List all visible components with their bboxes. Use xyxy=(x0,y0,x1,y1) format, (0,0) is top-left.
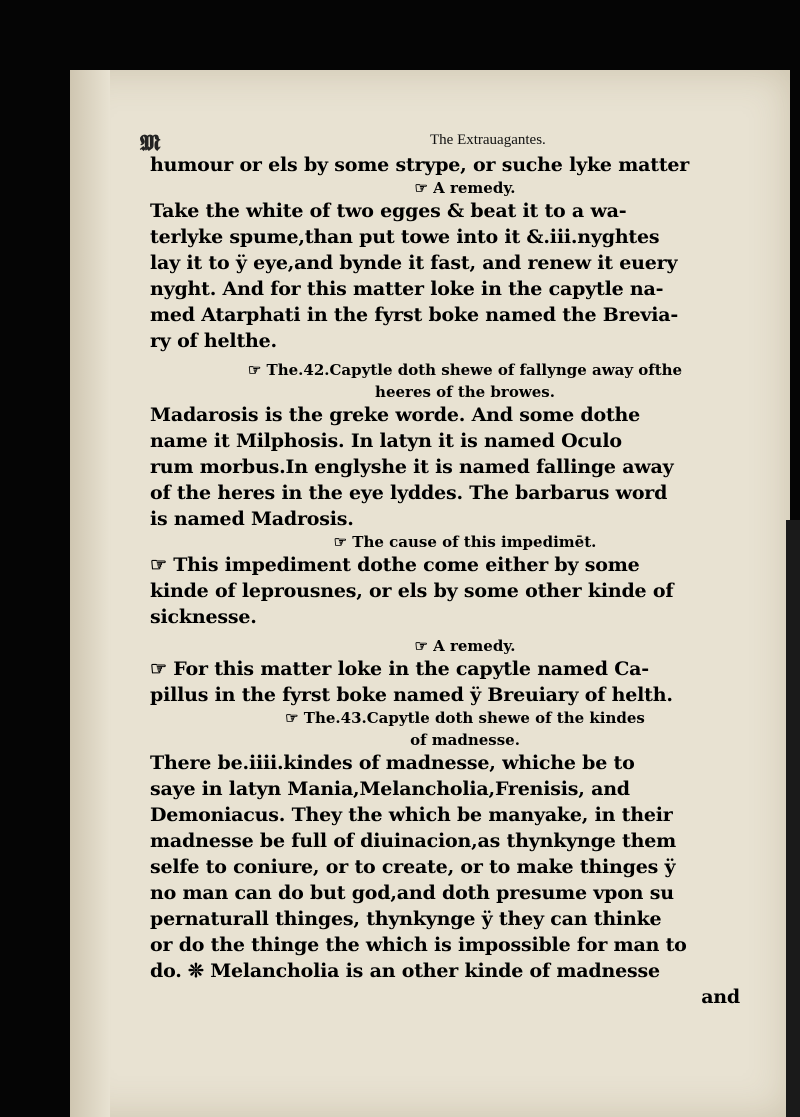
running-head: The Extrauagantes. xyxy=(430,132,546,148)
catchword: and xyxy=(701,986,740,1008)
chapter-heading: ☞ The.43.Capytle doth shewe of the kindes xyxy=(285,709,645,727)
text-line: med Atarphati in the fyrst boke named the Brevia- xyxy=(150,304,679,326)
folio-mark: 𝕸 xyxy=(140,130,161,156)
page-body xyxy=(150,152,780,1010)
text-line: ☞ For this matter loke in the capytle named Ca- xyxy=(150,658,649,680)
text-line: madnesse be full of diuinacion,as thynkynge them xyxy=(150,830,676,852)
text-line: There be.iiii.kindes of madnesse, whiche be to xyxy=(150,752,635,774)
text-line: sicknesse. xyxy=(150,606,257,628)
section-heading: ☞ A remedy. xyxy=(414,179,516,197)
text-line: ry of helthe. xyxy=(150,330,277,352)
text-line: rum morbus.In englyshe it is named fallinge away xyxy=(150,456,674,478)
text-line: name it Milphosis. In latyn it is named Oculo xyxy=(150,430,622,452)
page-gutter xyxy=(70,70,110,1117)
text-line: lay it to ÿ eye,and bynde it fast, and renew it euery xyxy=(150,252,678,274)
text-line: pernaturall thinges, thynkynge ÿ they can thinke xyxy=(150,908,662,930)
text-line: selfe to coniure, or to create, or to make thinges ÿ xyxy=(150,856,676,878)
text-line: humour or els by some strype, or suche lyke matter xyxy=(150,154,690,176)
page-edge-shadow xyxy=(786,520,800,1117)
text-line: Demoniacus. They the which be manyake, in their xyxy=(150,804,673,826)
text-line: Madarosis is the greke worde. And some dothe xyxy=(150,404,641,426)
text-line: Take the white of two egges & beat it to a wa- xyxy=(150,200,627,222)
chapter-heading-cont: of madnesse. xyxy=(410,731,520,749)
text-line: no man can do but god,and doth presume vpon su xyxy=(150,882,674,904)
text-line: is named Madrosis. xyxy=(150,508,354,530)
text-line: saye in latyn Mania,Melancholia,Frenisis, and xyxy=(150,778,630,800)
text-line: or do the thinge the which is impossible for man to xyxy=(150,934,687,956)
text-line: nyght. And for this matter loke in the capytle na- xyxy=(150,278,664,300)
section-heading: ☞ The cause of this impedimēt. xyxy=(333,533,597,551)
text-line: do. ❊ Melancholia is an other kinde of madnesse xyxy=(150,960,660,982)
text-line: ☞ This impediment dothe come either by some xyxy=(150,554,640,576)
text-line: terlyke spume,than put towe into it &.iii.nyghtes xyxy=(150,226,660,248)
text-line: of the heres in the eye lyddes. The barbarus word xyxy=(150,482,668,504)
chapter-heading: ☞ The.42.Capytle doth shewe of fallynge away ofthe xyxy=(247,361,683,379)
chapter-heading-cont: heeres of the browes. xyxy=(375,383,555,401)
text-line: pillus in the fyrst boke named ÿ Breuiary of helth. xyxy=(150,684,673,706)
section-heading: ☞ A remedy. xyxy=(414,637,516,655)
text-line: kinde of leprousnes, or els by some other kinde of xyxy=(150,580,674,602)
